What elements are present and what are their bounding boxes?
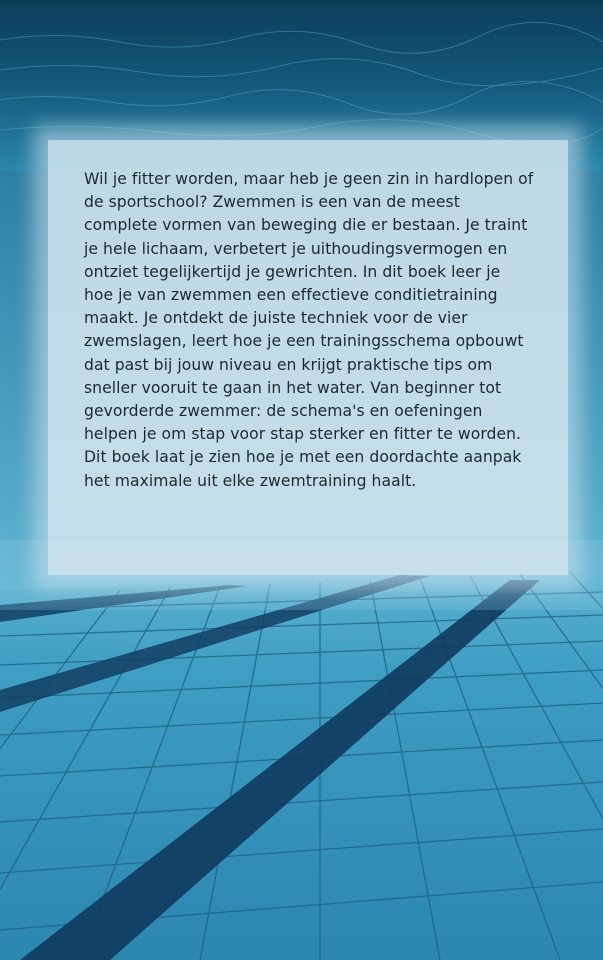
- description-panel: [48, 140, 568, 575]
- book-description: Wil je fitter worden, maar heb je geen zin in hardlopen of de sportschool? Zwemmen is een van de meest complete vormen van beweging die er bestaan. Je traint je hele lichaam, verbetert je uithoudingsvermogen en ontziet tegelijkertijd je gewrichten. In dit boek leer je hoe je van zwemmen een effectieve conditietraining maakt. Je ontdekt de juiste techniek voor de vier zwemslagen, leert hoe je een trainingsschema opbouwt dat past bij jouw niveau en krijgt praktische tips om sneller vooruit te gaan in het water. Van beginner tot gevorderde zwemmer: de schema's en oefeningen helpen je om stap voor stap sterker en fitter te worden. Dit boek laat je zien hoe je met een doordachte aanpak het maximale uit elke zwemtraining haalt.: [84, 170, 534, 490]
